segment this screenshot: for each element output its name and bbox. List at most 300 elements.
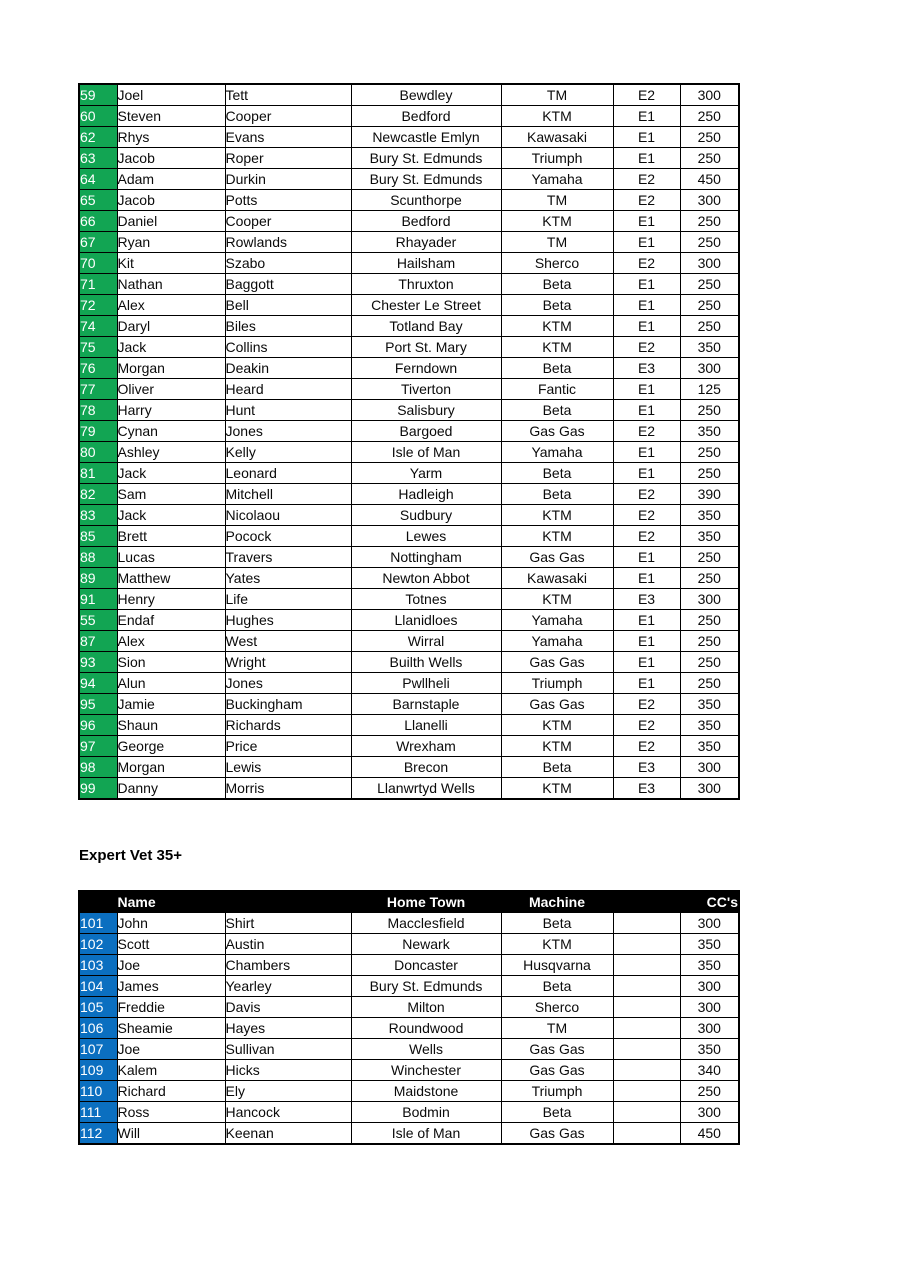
ccs: 250 [680,127,739,148]
home-town: Bodmin [351,1102,501,1123]
home-town: Port St. Mary [351,337,501,358]
expert-vet-table [78,890,740,1145]
rider-number: 106 [79,1018,117,1039]
first-name: Morgan [117,358,225,379]
home-town: Bury St. Edmunds [351,976,501,997]
last-name: Lewis [225,757,351,778]
home-town: Yarm [351,463,501,484]
first-name: Ashley [117,442,225,463]
class [613,913,680,934]
table-row [79,1123,739,1145]
header-home-town: Home Town [351,891,501,913]
ccs: 250 [680,631,739,652]
home-town: Salisbury [351,400,501,421]
class: E1 [613,106,680,127]
machine: Yamaha [501,631,613,652]
ccs: 250 [680,442,739,463]
machine: KTM [501,736,613,757]
last-name: Evans [225,127,351,148]
machine: KTM [501,778,613,800]
ccs: 450 [680,169,739,190]
class [613,976,680,997]
ccs: 340 [680,1060,739,1081]
table-row [79,106,739,127]
table-row [79,526,739,547]
first-name: George [117,736,225,757]
table-row [79,1039,739,1060]
home-town: Lewes [351,526,501,547]
table-row [79,568,739,589]
rider-number: 62 [79,127,117,148]
last-name: Hicks [225,1060,351,1081]
class [613,997,680,1018]
home-town: Builth Wells [351,652,501,673]
class: E2 [613,253,680,274]
first-name: Jack [117,337,225,358]
class: E1 [613,547,680,568]
first-name: Adam [117,169,225,190]
machine: Gas Gas [501,1039,613,1060]
ccs: 300 [680,976,739,997]
ccs: 250 [680,400,739,421]
ccs: 300 [680,190,739,211]
machine: Gas Gas [501,1123,613,1145]
class: E2 [613,694,680,715]
home-town: Doncaster [351,955,501,976]
home-town: Bury St. Edmunds [351,148,501,169]
table-row [79,934,739,955]
machine: KTM [501,211,613,232]
table-row [79,400,739,421]
last-name: Hancock [225,1102,351,1123]
class [613,934,680,955]
class: E1 [613,568,680,589]
class: E1 [613,295,680,316]
header-number-spacer [79,891,117,913]
machine: Beta [501,463,613,484]
class: E3 [613,589,680,610]
table-row [79,127,739,148]
home-town: Newark [351,934,501,955]
last-name: Tett [225,84,351,106]
last-name: Sullivan [225,1039,351,1060]
ccs: 125 [680,379,739,400]
machine: KTM [501,106,613,127]
rider-number: 95 [79,694,117,715]
first-name: Oliver [117,379,225,400]
ccs: 300 [680,913,739,934]
class: E1 [613,610,680,631]
rider-number: 82 [79,484,117,505]
rider-number: 63 [79,148,117,169]
first-name: Jamie [117,694,225,715]
home-town: Barnstaple [351,694,501,715]
first-name: Harry [117,400,225,421]
table-row [79,358,739,379]
table-row [79,997,739,1018]
home-town: Wells [351,1039,501,1060]
machine: TM [501,1018,613,1039]
table-row [79,295,739,316]
first-name: Danny [117,778,225,800]
class: E3 [613,358,680,379]
last-name: Szabo [225,253,351,274]
rider-number: 83 [79,505,117,526]
rider-number: 99 [79,778,117,800]
home-town: Isle of Man [351,442,501,463]
machine: TM [501,84,613,106]
first-name: Rhys [117,127,225,148]
class: E1 [613,631,680,652]
last-name: Hayes [225,1018,351,1039]
first-name: Matthew [117,568,225,589]
rider-number: 81 [79,463,117,484]
last-name: Deakin [225,358,351,379]
ccs: 350 [680,694,739,715]
class: E2 [613,190,680,211]
rider-number: 74 [79,316,117,337]
first-name: Ryan [117,232,225,253]
table-row [79,1081,739,1102]
rider-number: 76 [79,358,117,379]
table-row [79,421,739,442]
machine: KTM [501,337,613,358]
rider-number: 98 [79,757,117,778]
home-town: Tiverton [351,379,501,400]
last-name: Buckingham [225,694,351,715]
last-name: Mitchell [225,484,351,505]
machine: Beta [501,400,613,421]
home-town: Milton [351,997,501,1018]
ccs: 300 [680,84,739,106]
class: E2 [613,736,680,757]
class: E1 [613,148,680,169]
ccs: 350 [680,526,739,547]
home-town: Sudbury [351,505,501,526]
last-name: Heard [225,379,351,400]
table-row [79,505,739,526]
home-town: Macclesfield [351,913,501,934]
last-name: Hunt [225,400,351,421]
machine: Gas Gas [501,421,613,442]
rider-number: 72 [79,295,117,316]
class [613,955,680,976]
first-name: Kalem [117,1060,225,1081]
ccs: 350 [680,736,739,757]
rider-number: 111 [79,1102,117,1123]
machine: Beta [501,295,613,316]
table-row [79,976,739,997]
table-row [79,316,739,337]
home-town: Hadleigh [351,484,501,505]
last-name: Morris [225,778,351,800]
class: E3 [613,757,680,778]
machine: Fantic [501,379,613,400]
machine: KTM [501,526,613,547]
rider-number: 60 [79,106,117,127]
class: E2 [613,84,680,106]
class [613,1123,680,1145]
last-name: Biles [225,316,351,337]
rider-number: 78 [79,400,117,421]
last-name: Chambers [225,955,351,976]
table-row [79,589,739,610]
ccs: 300 [680,1018,739,1039]
last-name: Richards [225,715,351,736]
table-header-row [79,891,739,913]
ccs: 250 [680,1081,739,1102]
first-name: Freddie [117,997,225,1018]
home-town: Scunthorpe [351,190,501,211]
home-town: Rhayader [351,232,501,253]
last-name: Jones [225,673,351,694]
first-name: Endaf [117,610,225,631]
class: E1 [613,379,680,400]
first-name: Richard [117,1081,225,1102]
last-name: Austin [225,934,351,955]
ccs: 350 [680,715,739,736]
ccs: 300 [680,757,739,778]
rider-number: 59 [79,84,117,106]
ccs: 300 [680,589,739,610]
first-name: Jacob [117,190,225,211]
expert-vet-table-body [79,913,739,1145]
ccs: 250 [680,652,739,673]
ccs: 250 [680,610,739,631]
class: E2 [613,421,680,442]
table-row [79,253,739,274]
table-row [79,379,739,400]
last-name: Life [225,589,351,610]
class: E2 [613,169,680,190]
machine: KTM [501,589,613,610]
class: E2 [613,715,680,736]
machine: Kawasaki [501,127,613,148]
rider-number: 102 [79,934,117,955]
first-name: Brett [117,526,225,547]
rider-number: 85 [79,526,117,547]
home-town: Thruxton [351,274,501,295]
table-row [79,442,739,463]
rider-number: 71 [79,274,117,295]
class: E1 [613,316,680,337]
class: E1 [613,463,680,484]
last-name: Cooper [225,106,351,127]
ccs: 250 [680,568,739,589]
machine: Triumph [501,1081,613,1102]
table-row [79,757,739,778]
ccs: 350 [680,934,739,955]
machine: KTM [501,316,613,337]
first-name: Steven [117,106,225,127]
last-name: Shirt [225,913,351,934]
last-name: Ely [225,1081,351,1102]
last-name: Pocock [225,526,351,547]
rider-number: 112 [79,1123,117,1145]
ccs: 350 [680,505,739,526]
machine: Beta [501,1102,613,1123]
home-town: Wrexham [351,736,501,757]
table-row [79,736,739,757]
first-name: Morgan [117,757,225,778]
home-town: Chester Le Street [351,295,501,316]
home-town: Roundwood [351,1018,501,1039]
last-name: Price [225,736,351,757]
home-town: Isle of Man [351,1123,501,1145]
rider-number: 97 [79,736,117,757]
section-title: Expert Vet 35+ [79,847,182,864]
last-name: Hughes [225,610,351,631]
last-name: Yates [225,568,351,589]
class: E1 [613,400,680,421]
machine: Gas Gas [501,1060,613,1081]
home-town: Llanidloes [351,610,501,631]
home-town: Bedford [351,106,501,127]
last-name: Bell [225,295,351,316]
first-name: Daniel [117,211,225,232]
last-name: Travers [225,547,351,568]
last-name: Wright [225,652,351,673]
machine: Husqvarna [501,955,613,976]
machine: Sherco [501,997,613,1018]
class: E1 [613,232,680,253]
machine: Gas Gas [501,547,613,568]
rider-number: 103 [79,955,117,976]
machine: Beta [501,757,613,778]
rider-number: 79 [79,421,117,442]
table-row [79,190,739,211]
class: E1 [613,274,680,295]
first-name: Lucas [117,547,225,568]
ccs: 390 [680,484,739,505]
class: E1 [613,673,680,694]
last-name: Roper [225,148,351,169]
ccs: 300 [680,778,739,800]
table-row [79,610,739,631]
table-row [79,232,739,253]
machine: Yamaha [501,442,613,463]
machine: Gas Gas [501,652,613,673]
class: E3 [613,778,680,800]
rider-number: 87 [79,631,117,652]
machine: Beta [501,358,613,379]
machine: Kawasaki [501,568,613,589]
table-row [79,673,739,694]
first-name: Scott [117,934,225,955]
rider-number: 104 [79,976,117,997]
home-town: Totnes [351,589,501,610]
first-name: Alex [117,295,225,316]
home-town: Ferndown [351,358,501,379]
last-name: Rowlands [225,232,351,253]
rider-number: 107 [79,1039,117,1060]
first-name: Sheamie [117,1018,225,1039]
rider-number: 89 [79,568,117,589]
table-row [79,169,739,190]
first-name: Shaun [117,715,225,736]
ccs: 250 [680,211,739,232]
rider-number: 64 [79,169,117,190]
ccs: 350 [680,1039,739,1060]
ccs: 300 [680,1102,739,1123]
home-town: Nottingham [351,547,501,568]
home-town: Bargoed [351,421,501,442]
home-town: Bewdley [351,84,501,106]
table-row [79,652,739,673]
rider-number: 94 [79,673,117,694]
first-name: Alun [117,673,225,694]
rider-number: 105 [79,997,117,1018]
ccs: 300 [680,253,739,274]
header-machine: Machine [501,891,613,913]
first-name: Joe [117,1039,225,1060]
machine: KTM [501,505,613,526]
last-name: Yearley [225,976,351,997]
home-town: Llanwrtyd Wells [351,778,501,800]
first-name: Jack [117,505,225,526]
machine: Triumph [501,148,613,169]
machine: Yamaha [501,610,613,631]
first-name: Kit [117,253,225,274]
home-town: Maidstone [351,1081,501,1102]
rider-number: 109 [79,1060,117,1081]
table-row [79,631,739,652]
home-town: Pwllheli [351,673,501,694]
machine: KTM [501,934,613,955]
home-town: Brecon [351,757,501,778]
last-name: Nicolaou [225,505,351,526]
first-name: Jack [117,463,225,484]
ccs: 250 [680,316,739,337]
class: E1 [613,211,680,232]
first-name: Sam [117,484,225,505]
ccs: 350 [680,955,739,976]
machine: TM [501,190,613,211]
class [613,1081,680,1102]
class: E2 [613,484,680,505]
machine: Beta [501,976,613,997]
table-row [79,715,739,736]
class: E1 [613,442,680,463]
rider-number: 93 [79,652,117,673]
table-row [79,274,739,295]
last-name: Baggott [225,274,351,295]
first-name: Daryl [117,316,225,337]
home-town: Wirral [351,631,501,652]
machine: Beta [501,913,613,934]
last-name: Collins [225,337,351,358]
last-name: Leonard [225,463,351,484]
table-row [79,1018,739,1039]
entry-table-continued [78,83,740,800]
rider-number: 110 [79,1081,117,1102]
rider-number: 66 [79,211,117,232]
ccs: 250 [680,463,739,484]
first-name: Will [117,1123,225,1145]
ccs: 300 [680,997,739,1018]
first-name: Ross [117,1102,225,1123]
machine: Yamaha [501,169,613,190]
first-name: Alex [117,631,225,652]
table-row [79,694,739,715]
table-row [79,778,739,800]
rider-number: 91 [79,589,117,610]
ccs: 350 [680,421,739,442]
first-name: John [117,913,225,934]
rider-number: 101 [79,913,117,934]
continued-table-body [79,84,739,799]
ccs: 450 [680,1123,739,1145]
